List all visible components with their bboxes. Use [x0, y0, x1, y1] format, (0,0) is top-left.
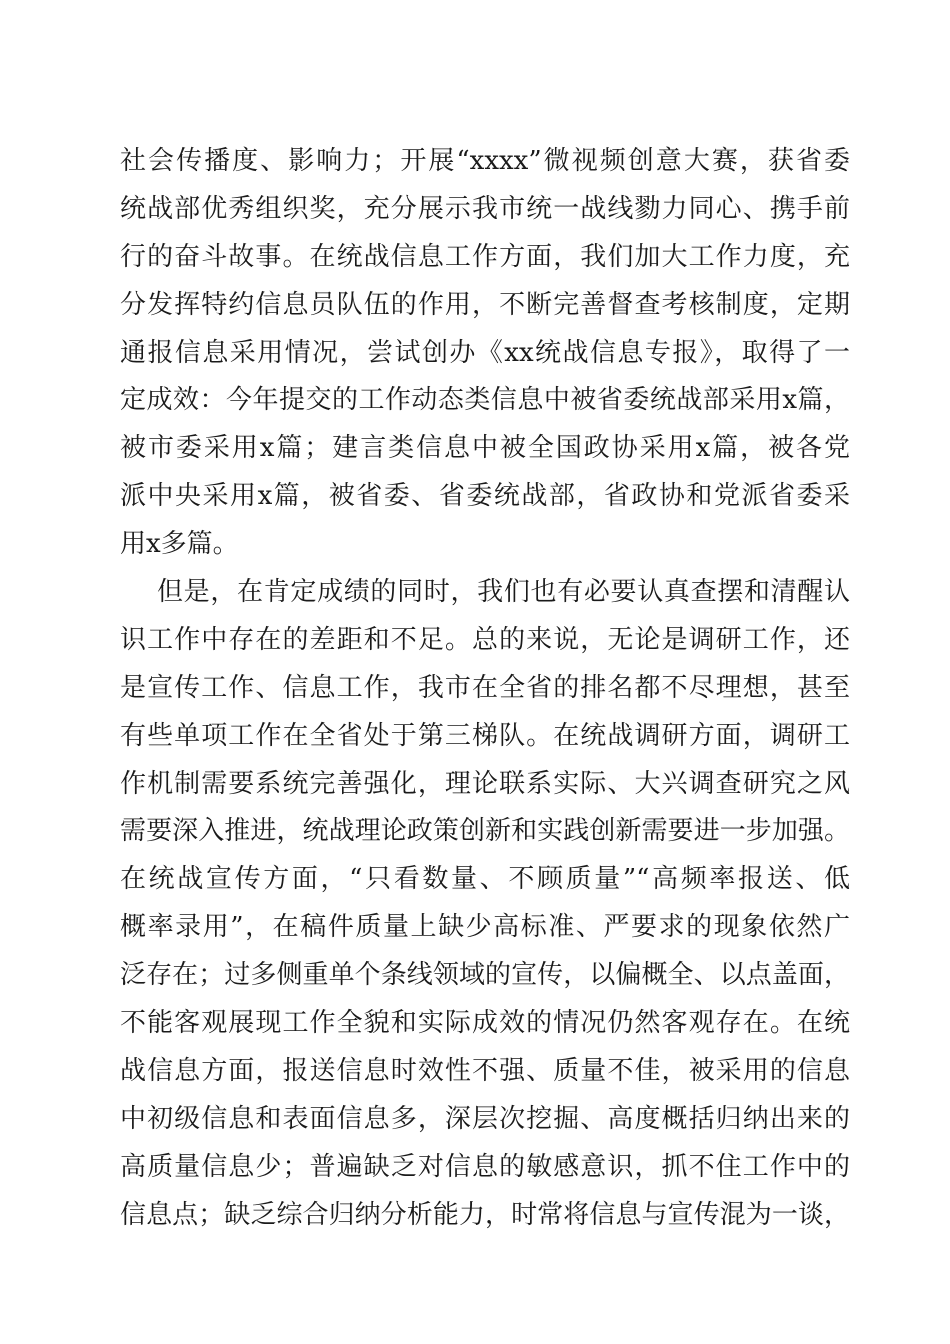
text-line: 有些单项工作在全省处于第三梯队。在统战调研方面，调研工 — [120, 720, 850, 751]
text-line: 战信息方面，报送信息时效性不强、质量不佳，被采用的信息 — [120, 1055, 850, 1086]
text-line: 被市委采用x篇；建言类信息中被全国政协采用x篇，被各党 — [120, 433, 850, 464]
body-text — [120, 138, 850, 1239]
text-line: 不能客观展现工作全貌和实际成效的情况仍然客观存在。在统 — [120, 1008, 850, 1039]
text-line: 派中央采用x篇，被省委、省委统战部，省政协和党派省委采 — [120, 481, 850, 512]
text-line: 概率录用”，在稿件质量上缺少高标准、严要求的现象依然广 — [120, 912, 850, 943]
text-line: 行的奋斗故事。在统战信息工作方面，我们加大工作力度，充 — [120, 241, 850, 272]
text-line: 识工作中存在的差距和不足。总的来说，无论是调研工作，还 — [120, 624, 850, 655]
text-line: 信息点；缺乏综合归纳分析能力，时常将信息与宣传混为一谈， — [120, 1199, 850, 1230]
text-line: 定成效：今年提交的工作动态类信息中被省委统战部采用x篇， — [120, 385, 850, 416]
text-line: 泛存在；过多侧重单个条线领域的宣传，以偏概全、以点盖面， — [120, 960, 850, 991]
text-line: 统战部优秀组织奖，充分展示我市统一战线勠力同心、携手前 — [120, 193, 850, 224]
text-line: 在统战宣传方面，“只看数量、不顾质量”“高频率报送、低 — [120, 864, 850, 895]
text-line: 但是，在肯定成绩的同时，我们也有必要认真查摆和清醒认 — [157, 577, 850, 608]
text-line: 用x多篇。 — [120, 529, 239, 560]
text-line: 通报信息采用情况，尝试创办《xx统战信息专报》，取得了一 — [120, 337, 850, 368]
text-line: 中初级信息和表面信息多，深层次挖掘、高度概括归纳出来的 — [120, 1103, 850, 1134]
text-line: 分发挥特约信息员队伍的作用，不断完善督查考核制度，定期 — [120, 289, 850, 320]
text-line: 需要深入推进，统战理论政策创新和实践创新需要进一步加强。 — [120, 816, 850, 847]
text-line: 作机制需要系统完善强化，理论联系实际、大兴调查研究之风 — [120, 768, 850, 799]
text-line: 高质量信息少；普遍缺乏对信息的敏感意识，抓不住工作中的 — [120, 1151, 850, 1182]
text-line: 社会传播度、影响力；开展“xxxx”微视频创意大赛，获省委 — [120, 146, 850, 176]
text-line: 是宣传工作、信息工作，我市在全省的排名都不尽理想，甚至 — [120, 672, 850, 703]
